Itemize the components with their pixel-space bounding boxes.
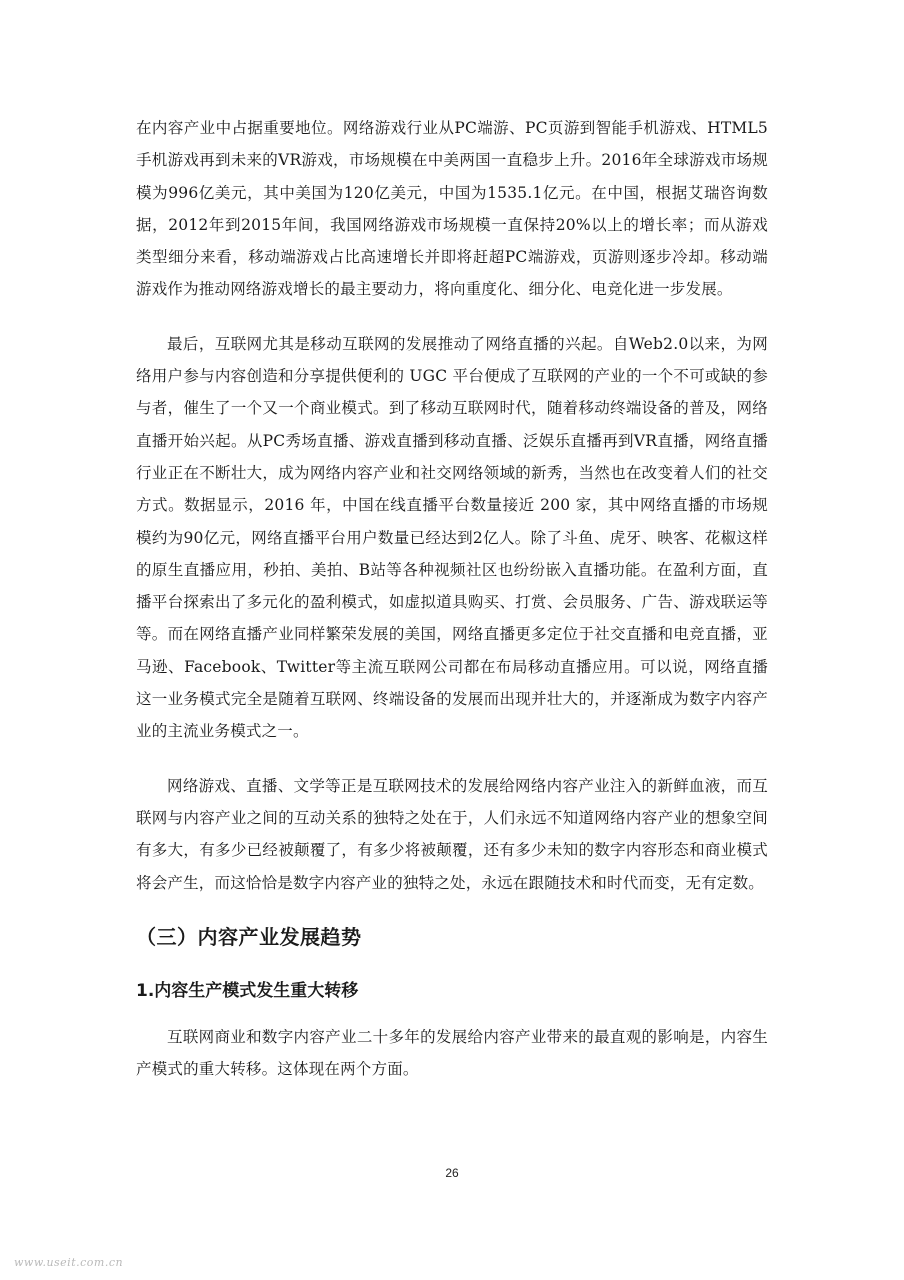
- section-heading: （三）内容产业发展趋势: [136, 924, 362, 949]
- paragraph-online-games: 在内容产业中占据重要地位。网络游戏行业从PC端游、PC页游到智能手机游戏、HTML5手机游戏再到未来的VR游戏，市场规模在中美两国一直稳步上升。2016年全球游戏市场规模为996亿美元，其中美国为120亿美元，中国为1535.1亿元。在中国，根据艾瑞咨询数据，2012年到2015年间，我国网络游戏市场规模一直保持20%以上的增长率；而从游戏类型细分来看，移动端游戏占比高速增长并即将赶超PC端游戏，页游则逐步冷却。移动端游戏作为推动网络游戏增长的最主要动力，将向重度化、细分化、电竞化进一步发展。: [136, 119, 768, 299]
- watermark: www.useit.com.cn: [14, 1256, 124, 1269]
- page-number: 26: [445, 1166, 459, 1180]
- page-body: [136, 112, 768, 1107]
- paragraph-production-shift: 互联网商业和数字内容产业二十多年的发展给内容产业带来的最直观的影响是，内容生产模式的重大转移。这体现在两个方面。: [136, 1027, 768, 1079]
- subsection-heading: 1.内容生产模式发生重大转移: [136, 980, 359, 1001]
- paragraph-internet-content-interaction: 网络游戏、直播、文学等正是互联网技术的发展给网络内容产业注入的新鲜血液，而互联网与内容产业之间的互动关系的独特之处在于，人们永远不知道网络内容产业的想象空间有多大，有多少已经被颠覆了，有多少将被颠覆，还有多少未知的数字内容形态和商业模式将会产生，而这恰恰是数字内容产业的独特之处，永远在跟随技术和时代而变，无有定数。: [136, 776, 768, 892]
- paragraph-live-streaming: 最后，互联网尤其是移动互联网的发展推动了网络直播的兴起。自Web2.0以来，为网络用户参与内容创造和分享提供便利的 UGC 平台便成了互联网的产业的一个不可或缺的参与者，催生了一个又一个商业模式。到了移动互联网时代，随着移动终端设备的普及，网络直播开始兴起。从PC秀场直播、游戏直播到移动直播、泛娱乐直播再到VR直播，网络直播行业正在不断壮大，成为网络内容产业和社交网络领域的新秀，当然也在改变着人们的社交方式。数据显示，2016 年，中国在线直播平台数量接近 200 家，其中网络直播的市场规模约为90亿元，网络直播平台用户数量已经达到2亿人。除了斗鱼、虎牙、映客、花椒这样的原生直播应用，秒拍、美拍、B站等各种视频社区也纷纷嵌入直播功能。在盈利方面，直播平台探索出了多元化的盈利模式，如虚拟道具购买、打赏、会员服务、广告、游戏联运等等。而在网络直播产业同样繁荣发展的美国，网络直播更多定位于社交直播和电竞直播，亚马逊、Facebook、Twitter等主流互联网公司都在布局移动直播应用。可以说，网络直播这一业务模式完全是随着互联网、终端设备的发展而出现并壮大的，并逐渐成为数字内容产业的主流业务模式之一。: [136, 334, 768, 741]
